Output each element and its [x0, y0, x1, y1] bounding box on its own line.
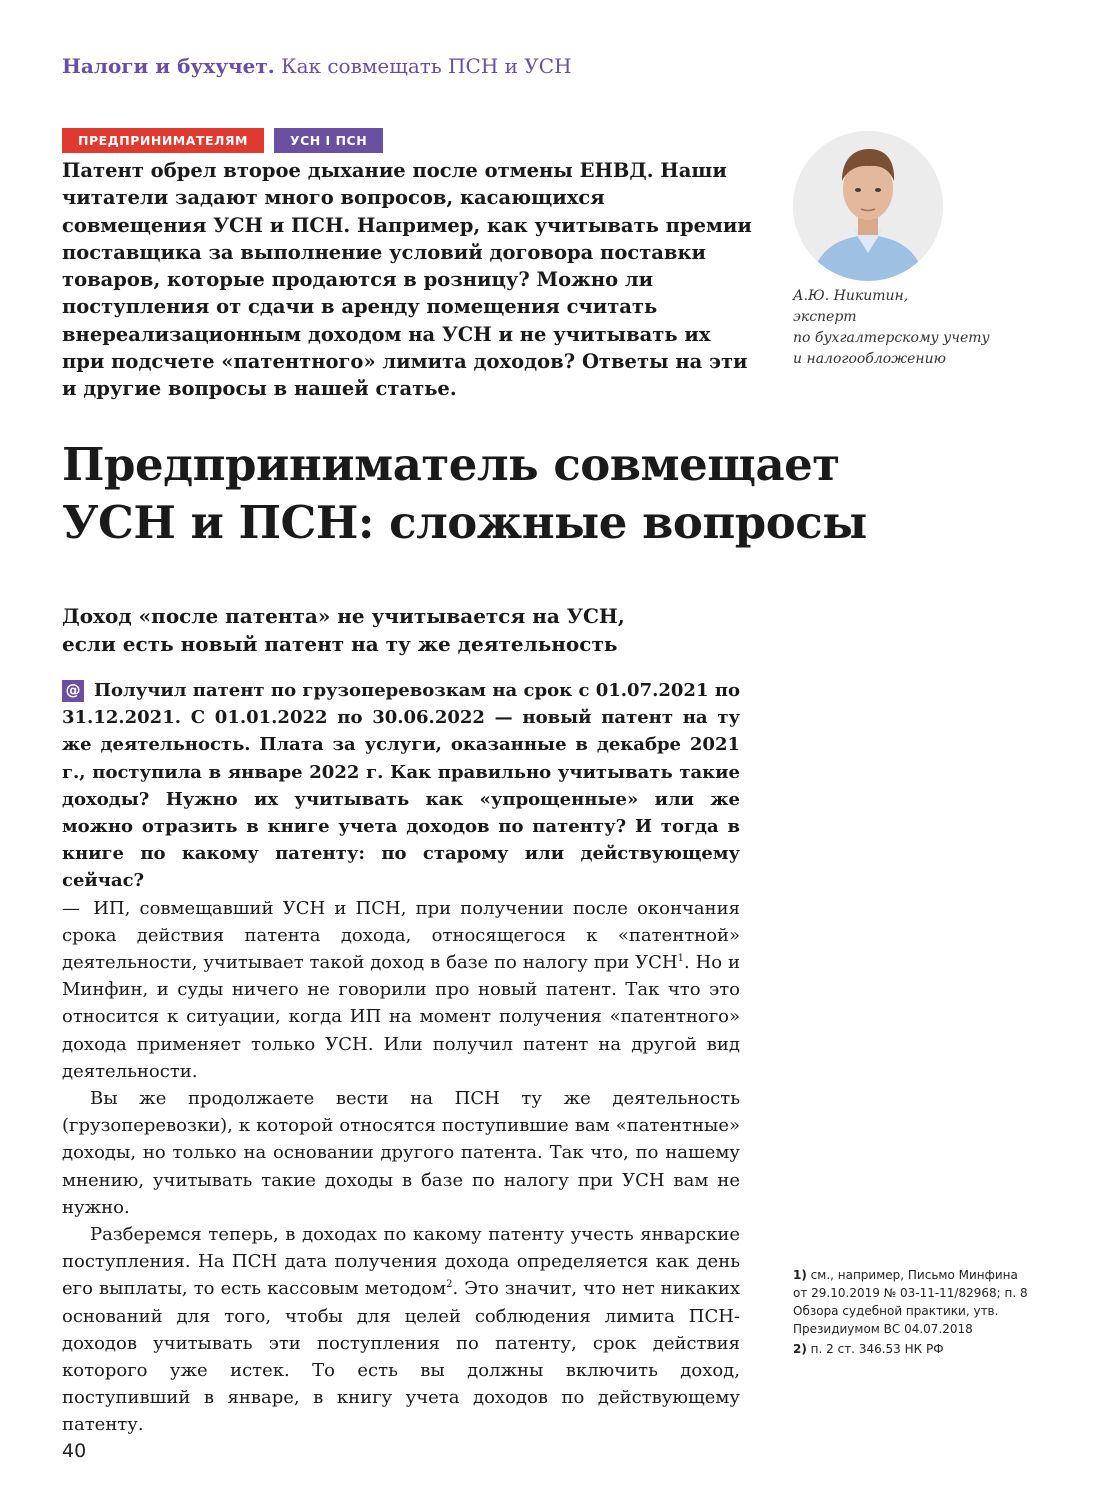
- article-body: [62, 677, 740, 1439]
- body-text: . Это значит, что нет никаких оснований для того, чтобы для целей соблюдения лимита ПСН-доходов учитывать эти поступления по патенту, срок действия которого уже истек. То есть вы должны включить доход, поступивший в январе, в книгу учета доходов по действующему патенту.: [62, 1278, 740, 1436]
- subhead-line: Доход «после патента» не учитывается на УСН,: [62, 604, 625, 628]
- reader-question: [62, 677, 740, 895]
- rubric-tags: [62, 128, 383, 153]
- tag-usn-psn: УСН I ПСН: [274, 128, 383, 153]
- footnote: [793, 1266, 1033, 1338]
- header-topic: Как совмещать ПСН и УСН: [281, 54, 572, 78]
- body-paragraph: [62, 1221, 740, 1439]
- author-name: А.Ю. Никитин,: [793, 288, 909, 304]
- footnote-ref: 1: [677, 953, 684, 965]
- body-paragraph: Вы же продолжаете вести на ПСН ту же деятельность (грузоперевозки), к которой относятся поступившие вам «патентные» доходы, но только на основании другого патента. Так что, по нашему мнению, учитывать такие доходы в базе по налогу при УСН вам не нужно.: [62, 1088, 740, 1218]
- author-portrait-icon: [793, 131, 943, 281]
- tag-entrepreneurs: ПРЕДПРИНИМАТЕЛЯМ: [62, 128, 264, 153]
- title-line: УСН и ПСН: сложные вопросы: [62, 496, 867, 549]
- running-header: [62, 54, 572, 78]
- body-text: Разберемся теперь, в доходах по какому патенту учесть январские поступления. На ПСН дата получения дохода определяется как день его выплаты, то есть кассовым методом: [62, 1224, 740, 1300]
- page-number: 40: [62, 1440, 87, 1462]
- answer-paragraph: [62, 895, 740, 1085]
- author-role: по бухгалтерскому учету: [793, 330, 990, 346]
- footnote-number: 1): [793, 1268, 807, 1282]
- footnote-number: 2): [793, 1342, 807, 1356]
- answer-text: ИП, совмещавший УСН и ПСН, при получении после окончания срока действия патента дохода, относящегося к «патентной» деятельности, учитывает такой доход в базе по налогу при УСН: [62, 897, 740, 974]
- title-line: Предприниматель совмещает: [62, 438, 840, 491]
- author-caption: [793, 286, 1033, 370]
- question-text: Получил патент по грузоперевозкам на срок с 01.07.2021 по 31.12.2021. С 01.01.2022 по 30.06.2022 — новый патент на ту же деятельность. Плата за услуги, оказанные в декабре 2021 г., поступила в январе 2022 г. Как правильно учитывать такие доходы? Нужно их учитывать как «упрощенные» или же можно отразить в книге учета доходов по патенту? И тогда в книге по какому патенту: по старому или действующему сейчас?: [62, 680, 740, 892]
- author-role: и налогообложению: [793, 351, 946, 367]
- at-sign-icon: @: [62, 680, 84, 702]
- footnotes: [793, 1266, 1033, 1360]
- section-subheading: [62, 602, 762, 658]
- answer-dash: —: [62, 897, 80, 919]
- footnote-text: п. 2 ст. 346.53 НК РФ: [810, 1342, 944, 1356]
- footnote-ref: 2: [446, 1279, 453, 1291]
- answer-text: . Но и Минфин, и суды ничего не говорили про новый патент. Так что это относится к ситуации, когда ИП на момент получения «патентного» дохода применяет только УСН. Или получил патент на другой вид деятельности.: [62, 952, 740, 1082]
- footnote-text: см., например, Письмо Минфина от 29.10.2019 № 03-11-11/82968; п. 8 Обзора судебной практики, утв. Президиумом ВС 04.07.2018: [793, 1268, 1028, 1336]
- author-photo: [793, 131, 943, 281]
- article-title: [62, 436, 962, 552]
- lead-paragraph: Патент обрел второе дыхание после отмены ЕНВД. Наши читатели задают много вопросов, касающихся совмещения УСН и ПСН. Например, как учитывать премии поставщика за выполнение условий договора поставки товаров, которые продаются в розницу? Можно ли поступления от сдачи в аренду помещения считать внереализационным доходом на УСН и не учитывать их при подсчете «патентного» лимита доходов? Ответы на эти и другие вопросы в нашей статье.: [62, 159, 752, 401]
- header-section: Налоги и бухучет.: [62, 54, 275, 78]
- footnote: [793, 1340, 1033, 1358]
- author-role: эксперт: [793, 309, 857, 325]
- subhead-line: если есть новый патент на ту же деятельность: [62, 632, 618, 656]
